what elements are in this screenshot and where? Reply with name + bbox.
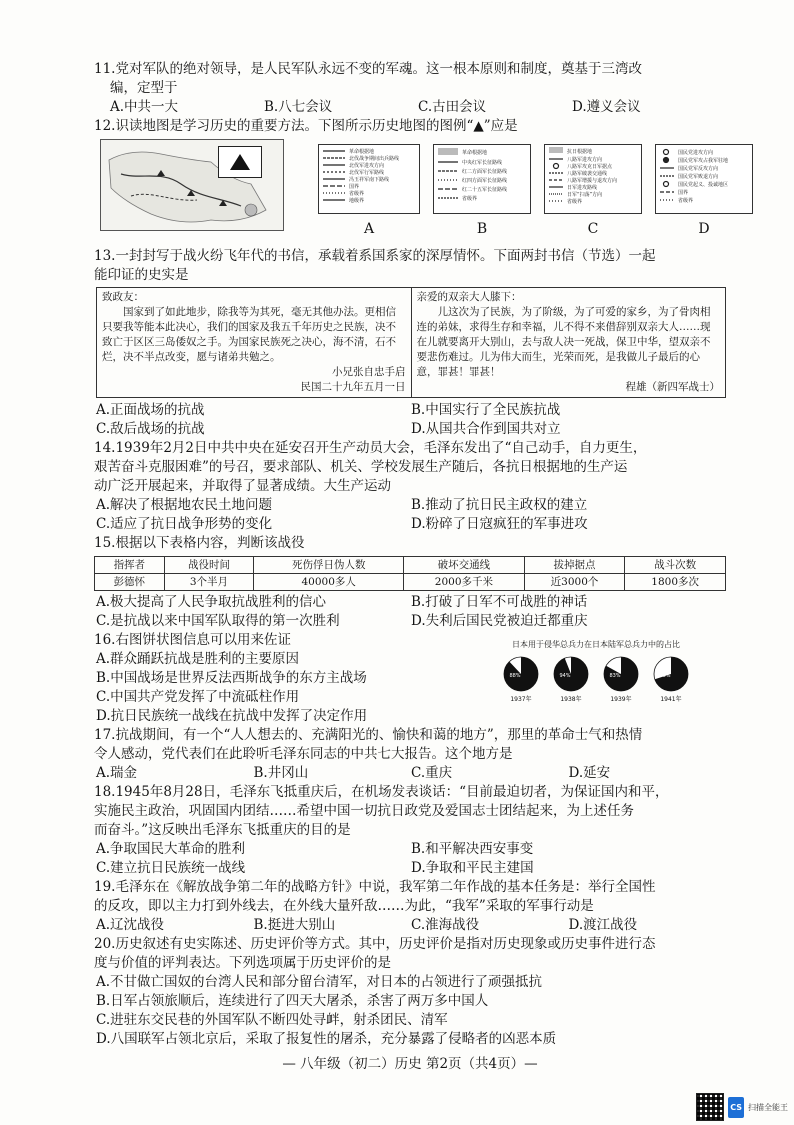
- q13-stem-line1: 13.一封封写于战火纷飞年代的书信，承载着系国系家的深厚情怀。下面两封书信（节选）一起: [94, 248, 656, 264]
- question-12: [94, 117, 729, 247]
- q11-option-c[interactable]: C.古田会议: [418, 99, 487, 115]
- table-header: 拔掉据点: [524, 557, 625, 574]
- q11-option-b[interactable]: B.八七会议: [264, 99, 333, 115]
- pie-value-label-2: 83%: [609, 673, 621, 679]
- legend-d-item-3: 国民党军败退方向: [678, 174, 719, 180]
- q20-stem-line1: 20.历史叙述有史实陈述、历史评价等方式。其中，历史评价是指对历史现象或历史事件进行态: [94, 936, 656, 952]
- pie-chart-title: 日本用于侵华总兵力在日本陆军总兵力中的占比: [512, 640, 680, 649]
- q11-stem-line2: 编，定型于: [110, 80, 178, 96]
- q18-stem-line2: 实施民主政治，巩固国内团结……希望中国一切抗日政党及爱国志士团结起来，为上述任务: [94, 803, 634, 819]
- legend-c-item-7: 省级界: [567, 199, 583, 205]
- scanner-watermark: [696, 1093, 788, 1121]
- pie-charts: [496, 650, 696, 710]
- pie-value-label-1: 94%: [559, 673, 571, 679]
- table-cell: 近3000个: [524, 574, 625, 591]
- q18-option-d[interactable]: D.争取和平民主建国: [411, 860, 534, 876]
- question-16: [94, 631, 726, 726]
- legend-c-item-1: 八路军进攻方向: [567, 157, 603, 163]
- historical-map: [100, 139, 284, 231]
- question-18: [94, 783, 726, 878]
- legend-b-label: B: [476, 221, 488, 237]
- legend-d-label: D: [698, 221, 710, 237]
- legend-a-item-7: 地级界: [349, 198, 365, 204]
- legend-c-graphic: [545, 145, 641, 213]
- q16-option-a[interactable]: A.群众踊跃抗战是胜利的主要原因: [96, 651, 300, 667]
- q13-option-c[interactable]: C.敌后战场的抗战: [96, 421, 205, 437]
- legend-triangle-icon: [218, 146, 262, 178]
- legend-a-item-0: 革命根据地: [349, 149, 375, 155]
- legend-c-item-4: 八路军增援与退攻方向: [567, 178, 618, 184]
- q16-option-d[interactable]: D.抗日民族统一战线在抗战中发挥了决定作用: [96, 708, 368, 724]
- q14-stem-line2: 艰苦奋斗克服困难”的号召，要求部队、机关、学校发展生产随后，各抗日根据地的生产运: [94, 459, 628, 475]
- q13-option-b[interactable]: B.中国实行了全民族抗战: [411, 402, 561, 418]
- legend-d-item-6: 省级界: [678, 198, 694, 204]
- legend-c-item-6: 日军“扫荡”方向: [567, 192, 603, 198]
- legend-d-item-2: 国民党军反攻方向: [678, 166, 719, 172]
- letter1-date: 民国二十九年五月一日: [300, 381, 406, 393]
- q14-option-b[interactable]: B.推动了抗日民主政权的建立: [411, 497, 588, 513]
- letter-zhang-zizhong: [97, 288, 411, 397]
- legend-a-graphic: [319, 145, 419, 213]
- q20-option-d[interactable]: D.八国联军占领北京后，采取了报复性的屠杀，充分暴露了侵略者的凶恶本质: [96, 1031, 557, 1047]
- letter1-body: 国家到了如此地步，除我等为其死，毫无其他办法。更相信只要我等能本此决心，我们的国家及我五千年历史之民族，决不致亡于区区三岛倭奴之手。为国家民族死之决心，海不清，石不烂，决不半点改变，愿与诸弟共勉之。: [102, 306, 396, 363]
- q18-stem-line3: 而奋斗。”这反映出毛泽东飞抵重庆的目的是: [94, 822, 351, 838]
- q14-option-c[interactable]: C.适应了抗日战争形势的变化: [96, 516, 273, 532]
- q13-stem-line2: 能印证的史实是: [94, 267, 189, 283]
- legend-c-item-0: 抗日根据地: [567, 149, 593, 155]
- q15-option-b[interactable]: B.打破了日军不可战胜的神话: [411, 594, 588, 610]
- table-header-row: [95, 557, 726, 574]
- pie-year-label-2: 1939年: [610, 696, 632, 703]
- legend-d[interactable]: [655, 144, 753, 237]
- q20-option-c[interactable]: C.进驻东交民巷的外国军队不断四处寻衅，射杀团民、清军: [96, 1012, 448, 1028]
- legend-b-graphic: [434, 145, 530, 213]
- table-header: 死伤俘日伪人数: [254, 557, 404, 574]
- q19-stem-line1: 19.毛泽东在《解放战争第二年的战略方针》中说，我军第二年作战的基本任务是：举行全国性: [94, 879, 656, 895]
- legend-c-label: C: [587, 221, 599, 237]
- q18-option-a[interactable]: A.争取国民大革命的胜利: [96, 841, 246, 857]
- legend-a-item-4: 冯玉祥军南下路线: [349, 177, 390, 183]
- letter1-greeting: 致政友：: [102, 291, 144, 303]
- q16-option-c[interactable]: C.中国共产党发挥了中流砥柱作用: [96, 689, 300, 705]
- legend-c-item-2: 八路军攻克日军据点: [567, 164, 613, 170]
- q11-option-a[interactable]: A.中共一大: [110, 99, 179, 115]
- legend-d-item-0: 国民党进攻方向: [678, 150, 714, 156]
- legend-b-item-0: 革命根据地: [462, 150, 488, 156]
- legend-a-item-5: 国界: [349, 184, 360, 190]
- pie-year-label-0: 1937年: [510, 696, 532, 703]
- question-17: [94, 726, 726, 783]
- q18-option-c[interactable]: C.建立抗日民族统一战线: [96, 860, 246, 876]
- legend-a-item-6: 省级界: [349, 191, 365, 197]
- q17-option-d[interactable]: D.延安: [568, 765, 611, 781]
- q13-option-a[interactable]: A.正面战场的抗战: [96, 402, 205, 418]
- letter1-signature: 小兄张自忠手启: [332, 366, 406, 378]
- q14-option-d[interactable]: D.粉碎了日寇疯狂的军事进攻: [411, 516, 588, 532]
- legend-b-item-4: 红二十五军长征路线: [462, 187, 508, 193]
- table-header: 战役时间: [164, 557, 254, 574]
- pie-chart-block: [496, 639, 696, 716]
- letter2-greeting: 亲爱的双亲大人膝下：: [416, 291, 522, 303]
- q14-stem-line1: 14.1939年2月2日中共中央在延安召开生产动员大会，毛泽东发出了“自己动手，自力更生，: [94, 440, 647, 456]
- table-cell: 彭德怀: [95, 574, 165, 591]
- q17-stem-line2: 令人感动，党代表们在此聆听毛泽东同志的中共七大报告。这个地方是: [94, 746, 513, 762]
- letter2-body: 儿这次为了民族，为了阶级，为了可爱的家乡，为了骨肉相连的弟妹，求得生存和幸福，儿不得不来借辞别双亲大人……现在儿就要离开大别山，去与敌人决一死战，保卫中华，望双亲不要悲伤难过。儿为伟大而生，光荣而死，是我做儿子最后的心意，罪甚！罪甚！: [416, 306, 711, 378]
- q14-stem-line3: 动广泛开展起来，并取得了显著成绩。大生产运动: [94, 478, 391, 494]
- battle-table: [94, 556, 726, 591]
- table-row: [95, 574, 726, 591]
- q15-option-d[interactable]: D.失利后国民党被迫迁都重庆: [411, 613, 588, 629]
- legend-c[interactable]: [544, 144, 642, 237]
- scanner-name: 扫描全能王: [748, 1102, 788, 1112]
- table-cell: 3个半月: [164, 574, 254, 591]
- q19-stem-line2: 的反攻，即以主力打到外线去，在外线大量歼敌……为此，“我军”采取的军事行动是: [94, 898, 594, 914]
- table-cell: 40000多人: [254, 574, 404, 591]
- q20-option-b[interactable]: B.日军占领旅顺后，连续进行了四天大屠杀，杀害了两万多中国人: [96, 993, 489, 1009]
- table-header: 指挥者: [95, 557, 165, 574]
- q17-option-b[interactable]: B.井冈山: [253, 765, 309, 781]
- question-20: [94, 935, 726, 1049]
- pie-year-label-3: 1941年: [660, 696, 682, 703]
- q20-option-a[interactable]: A.不甘做亡国奴的台湾人民和部分留台清军，对日本的占领进行了顽强抵抗: [96, 974, 543, 990]
- legend-b-item-1: 中央红军长征路线: [462, 160, 503, 166]
- question-15: [94, 534, 726, 631]
- legend-a-label: A: [363, 221, 375, 237]
- pie-value-label-3: 70%: [659, 673, 671, 679]
- q19-option-d[interactable]: D.渡江战役: [568, 917, 638, 933]
- exam-page: [94, 60, 729, 1074]
- q19-option-b[interactable]: B.挺进大别山: [253, 917, 336, 933]
- q19-option-c[interactable]: C.淮海战役: [411, 917, 480, 933]
- legend-b-item-5: 省级界: [462, 196, 478, 202]
- legend-d-item-1: 国民党军攻占我军驻地: [678, 158, 729, 164]
- legend-a-item-3: 北伐军行军路线: [349, 170, 385, 176]
- legend-b-item-2: 红二方面军长征路线: [462, 169, 508, 175]
- legend-d-item-4: 国民党起义、投诚地区: [678, 182, 729, 188]
- page-footer: — 八年级（初二）历史 第2页（共4页）—: [282, 1056, 538, 1072]
- q14-option-a[interactable]: A.解决了根据地农民土地问题: [96, 497, 273, 513]
- q17-stem-line1: 17.抗战期间，有一个“人人想去的、充满阳光的、愉快和蔼的地方”，那里的革命士气和热情: [94, 727, 643, 743]
- q18-option-b[interactable]: B.和平解决西安事变: [411, 841, 534, 857]
- pie-value-label-0: 88%: [509, 673, 521, 679]
- table-header: 破坏交通线: [404, 557, 525, 574]
- legend-b-item-3: 红四方面军长征路线: [462, 178, 508, 184]
- q12-stem: 12.识读地图是学习历史的重要方法。下图所示历史地图的图例“▲”应是: [94, 118, 518, 134]
- question-13: [94, 247, 726, 439]
- q16-option-b[interactable]: B.中国战场是世界反法西斯战争的东方主战场: [96, 670, 367, 686]
- legend-b[interactable]: [433, 144, 531, 237]
- pie-year-label-1: 1938年: [560, 696, 582, 703]
- legend-a[interactable]: [318, 144, 420, 237]
- q18-stem-line1: 18.1945年8月28日，毛泽东飞抵重庆后，在机场发表谈话：“目前最迫切者，为保证国内和平，: [94, 784, 669, 800]
- q13-option-d[interactable]: D.从国共合作到国共对立: [411, 421, 561, 437]
- legend-a-item-2: 北伐军进攻方向: [349, 163, 385, 169]
- question-19: [94, 878, 726, 935]
- q15-option-c[interactable]: C.是抗战以来中国军队取得的第一次胜利: [96, 613, 340, 629]
- q11-stem-line1: 11.党对军队的绝对领导，是人民军队永远不变的军魂。这一根本原则和制度，奠基于三湾改: [94, 61, 642, 77]
- q11-option-d[interactable]: D.遵义会议: [572, 99, 641, 115]
- letter2-signature: 程雄（新四军战士）: [625, 381, 720, 393]
- q16-stem: 16.右图饼状图信息可以用来佐证: [94, 632, 291, 648]
- table-cell: 2000多千米: [404, 574, 525, 591]
- question-14: [94, 439, 726, 534]
- legend-a-item-1: 北伐战争期间出兵路线: [349, 156, 400, 162]
- qr-code-icon: [696, 1093, 724, 1121]
- question-11: [94, 60, 726, 117]
- legend-c-item-3: 八路军破袭交通线: [567, 171, 608, 177]
- q20-stem-line2: 度与价值的评判表达。下列选项属于历史评价的是: [94, 955, 391, 971]
- table-header: 战斗次数: [625, 557, 726, 574]
- letter-cheng-xiong: [411, 288, 726, 397]
- legend-d-graphic: [656, 145, 752, 213]
- letters-excerpt: [96, 287, 726, 398]
- q17-option-a[interactable]: A.瑞金: [96, 765, 138, 781]
- camscanner-logo-icon: CS: [728, 1097, 744, 1118]
- table-cell: 1800多次: [625, 574, 726, 591]
- legend-c-item-5: 日军进攻路线: [567, 185, 598, 191]
- q19-option-a[interactable]: A.辽沈战役: [96, 917, 165, 933]
- q17-option-c[interactable]: C.重庆: [411, 765, 453, 781]
- q15-stem: 15.根据以下表格内容，判断该战役: [94, 535, 305, 551]
- legend-d-item-5: 国界: [678, 190, 689, 196]
- q15-option-a[interactable]: A.极大提高了人民争取抗战胜利的信心: [96, 594, 327, 610]
